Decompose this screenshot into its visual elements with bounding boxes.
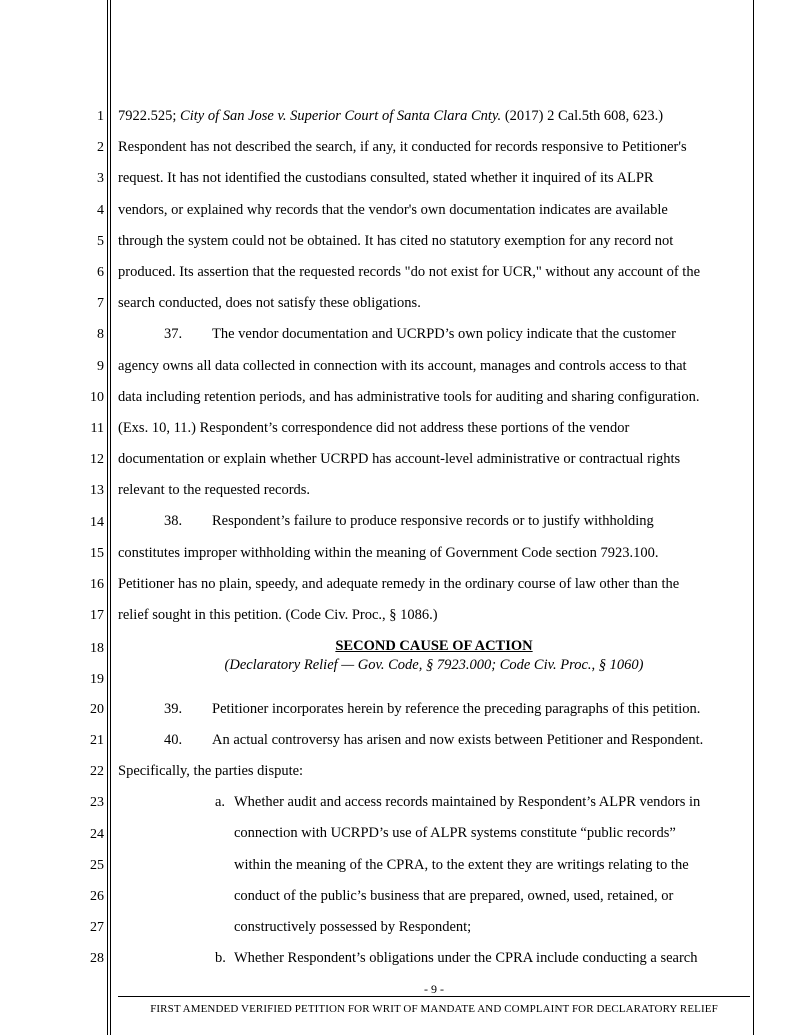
body-line-12: documentation or explain whether UCRPD has account-level administrative or contractual rights (118, 451, 681, 468)
line-number: 21 (90, 733, 104, 748)
body-line-26: conduct of the public’s business that are prepared, owned, used, retained, or (234, 887, 674, 904)
line-number: 10 (90, 389, 104, 405)
citation-prefix: 7922.525; (118, 108, 181, 124)
line-number: 17 (90, 608, 104, 624)
paragraph-text: An actual controversy has arisen and now exists between Petitioner and Respondent. (212, 731, 704, 748)
body-line-4: vendors, or explained why records that the vendor's own documentation indicates are available (118, 201, 668, 218)
line-number: 3 (97, 171, 104, 187)
paragraph-text: Petitioner incorporates herein by reference the preceding paragraphs of this petition. (212, 700, 701, 717)
paragraph-39 (118, 694, 750, 725)
line-number: 13 (90, 483, 104, 499)
citation-suffix: (2017) 2 Cal.5th 608, 623.) (501, 108, 664, 124)
line-number: 15 (90, 545, 104, 561)
list-text: Whether Respondent’s obligations under the CPRA include conducting a search (234, 950, 698, 967)
paragraph-number: 37. (164, 326, 183, 343)
line-number: 2 (97, 140, 104, 156)
document-body (118, 101, 750, 974)
section-heading: SECOND CAUSE OF ACTION (335, 638, 533, 655)
line-number: 26 (90, 889, 104, 904)
paragraph-number: 38. (164, 513, 183, 530)
paragraph-number: 39. (164, 700, 183, 717)
body-line-6: produced. Its assertion that the requested records "do not exist for UCR," without any account of the (118, 263, 701, 280)
body-line-15: constitutes improper withholding within the meaning of Government Code section 7923.100. (118, 544, 659, 561)
case-citation: City of San Jose v. Superior Court of Santa Clara Cnty. (180, 108, 502, 124)
body-line-16: Petitioner has no plain, speedy, and adequate remedy in the ordinary course of law other than the (118, 575, 680, 592)
body-line-24: connection with UCRPD’s use of ALPR systems constitute “public records” (234, 825, 676, 842)
body-line-7: search conducted, does not satisfy these obligations. (118, 295, 421, 312)
page-number: - 9 - (424, 982, 444, 996)
body-line-5: through the system could not be obtained. It has cited no statutory exemption for any record not (118, 232, 674, 249)
list-text: Whether audit and access records maintained by Respondent’s ALPR vendors in (234, 794, 701, 811)
line-number: 1 (97, 109, 104, 124)
list-item-b (118, 943, 750, 974)
line-number: 8 (97, 327, 104, 343)
right-margin-rule (753, 0, 754, 1035)
body-line-1 (118, 101, 750, 132)
list-label: b. (215, 950, 226, 967)
body-line-2: Respondent has not described the search, if any, it conducted for records responsive to Petitioner's (118, 139, 687, 156)
line-number: 24 (90, 826, 104, 842)
line-number: 5 (97, 233, 104, 249)
body-line-22: Specifically, the parties dispute: (118, 762, 304, 779)
line-number: 23 (90, 795, 104, 811)
line-number: 22 (90, 764, 104, 780)
body-line-11: (Exs. 10, 11.) Respondent’s correspondence did not address these portions of the vendor (118, 419, 630, 436)
paragraph-40-start (118, 725, 750, 756)
line-number: 12 (90, 452, 104, 468)
line-number: 9 (97, 358, 104, 374)
line-number: 4 (97, 202, 104, 218)
line-number: 6 (97, 265, 104, 280)
line-number: 19 (90, 672, 104, 688)
line-number: 16 (90, 577, 104, 592)
paragraph-text: The vendor documentation and UCRPD’s own policy indicate that the customer (212, 326, 676, 343)
line-number: 11 (90, 421, 104, 436)
line-number: 20 (90, 701, 104, 717)
paragraph-number: 40. (164, 731, 183, 748)
paragraph-38-start (118, 506, 750, 537)
line-number: 27 (90, 920, 104, 936)
line-number: 25 (90, 857, 104, 873)
left-margin-rule-outer (107, 0, 108, 1035)
body-line-17: relief sought in this petition. (Code Civ. Proc., § 1086.) (118, 607, 438, 623)
body-line-9: agency owns all data collected in connection with its account, manages and controls access to that (118, 357, 687, 374)
body-line-10: data including retention periods, and has administrative tools for auditing and sharing configuration. (118, 388, 700, 405)
paragraph-37-start (118, 319, 750, 350)
body-line-27: constructively possessed by Respondent; (234, 918, 472, 935)
line-number: 7 (97, 296, 104, 312)
left-margin-rule-inner (110, 0, 111, 1035)
footer-rule (118, 996, 750, 997)
body-line-3: request. It has not identified the custodians consulted, stated whether it inquired of its ALPR (118, 170, 654, 187)
list-label: a. (215, 794, 226, 811)
line-number: 18 (90, 641, 104, 657)
line-number: 28 (90, 951, 104, 967)
section-subheading: (Declaratory Relief — Gov. Code, § 7923.000; Code Civ. Proc., § 1060) (224, 657, 644, 674)
footer-title: FIRST AMENDED VERIFIED PETITION FOR WRIT OF MANDATE AND COMPLAINT FOR DECLARATORY RELIEF (150, 1003, 718, 1015)
line-number: 14 (90, 514, 104, 530)
body-line-25: within the meaning of the CPRA, to the extent they are writings relating to the (234, 856, 689, 873)
paragraph-text: Respondent’s failure to produce responsive records or to justify withholding (212, 513, 654, 530)
body-line-13: relevant to the requested records. (118, 482, 311, 499)
list-item-a (118, 787, 750, 818)
